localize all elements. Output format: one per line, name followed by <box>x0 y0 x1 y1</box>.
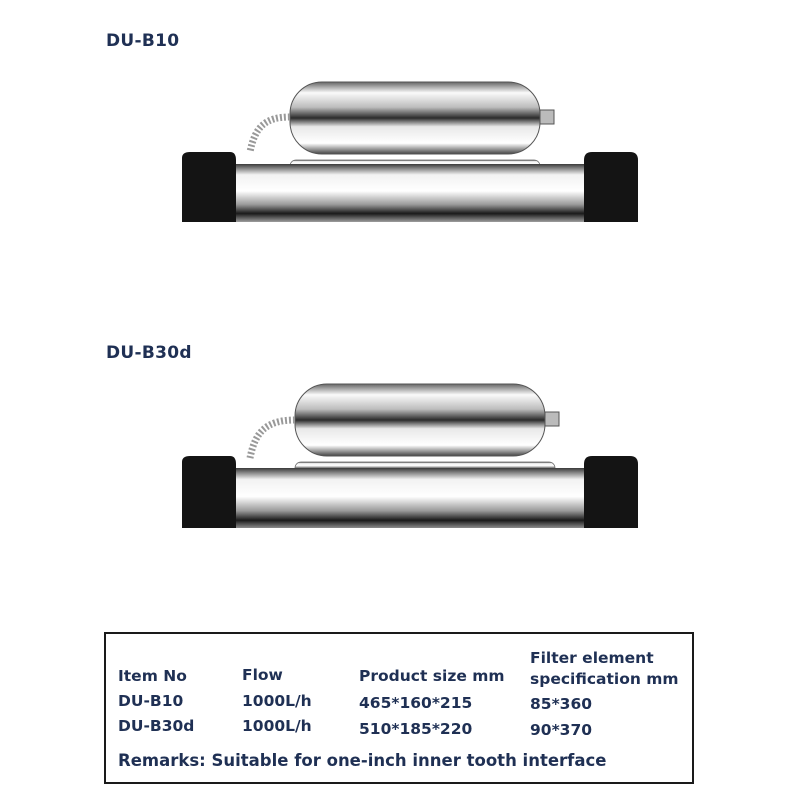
model-label-du-b10: DU-B10 <box>106 31 180 51</box>
row2-flow: 1000L/h <box>242 717 312 735</box>
row2-filter-spec: 90*370 <box>530 721 593 739</box>
header-product-size: Product size mm <box>359 667 505 685</box>
model-label-du-b30d: DU-B30d <box>106 343 192 363</box>
header-filter-element: Filter element <box>530 649 654 667</box>
row1-item-no: DU-B10 <box>118 692 184 710</box>
row1-flow: 1000L/h <box>242 692 312 710</box>
water-filter-image-du-b30d <box>170 378 650 528</box>
row1-filter-spec: 85*360 <box>530 695 593 713</box>
stainless-filter-illustration <box>170 378 650 528</box>
remarks-text: Remarks: Suitable for one-inch inner tooth interface <box>118 751 607 770</box>
row2-product-size: 510*185*220 <box>359 720 473 738</box>
stainless-filter-illustration <box>170 72 650 222</box>
header-filter-spec: specification mm <box>530 670 679 688</box>
header-flow: Flow <box>242 666 283 684</box>
spec-table <box>104 632 694 784</box>
water-filter-image-du-b10 <box>170 72 650 222</box>
row1-product-size: 465*160*215 <box>359 694 473 712</box>
header-item-no: Item No <box>118 667 187 685</box>
row2-item-no: DU-B30d <box>118 717 195 735</box>
